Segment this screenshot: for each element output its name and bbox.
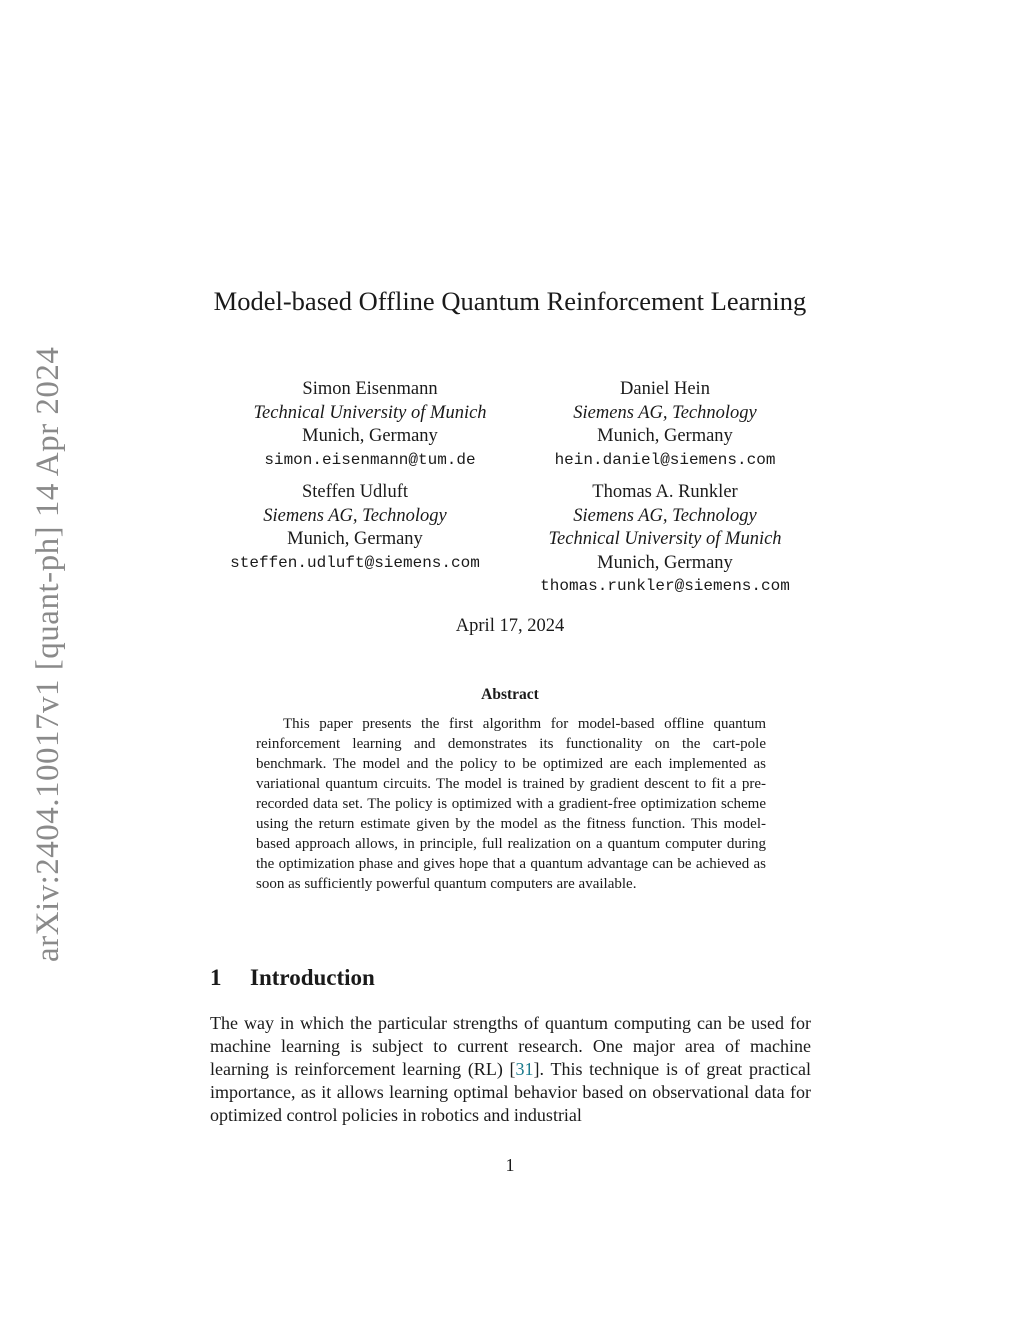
author-name: Daniel Hein xyxy=(620,379,710,399)
author-block xyxy=(510,378,820,472)
author-email[interactable]: steffen.udluft@siemens.com xyxy=(230,553,480,572)
section-title: Introduction xyxy=(250,965,375,990)
introduction-paragraph xyxy=(210,1012,811,1127)
publication-date: April 17, 2024 xyxy=(455,616,565,636)
author-affiliation: Technical University of Munich xyxy=(253,402,487,423)
arxiv-identifier: arXiv:2404.10017v1 [quant-ph] 14 Apr 2024 xyxy=(30,346,66,962)
author-location: Munich, Germany xyxy=(597,552,733,573)
author-email[interactable]: thomas.runkler@siemens.com xyxy=(540,577,790,595)
page-number: 1 xyxy=(505,1155,515,1175)
author-affiliation: Siemens AG, Technology xyxy=(573,505,757,526)
citation-link[interactable]: 31 xyxy=(515,1059,534,1079)
author-affiliation: Siemens AG, Technology xyxy=(573,402,757,423)
paper-title: Model-based Offline Quantum Reinforcement Learning xyxy=(213,286,807,316)
author-email[interactable]: simon.eisenmann@tum.de xyxy=(264,450,476,469)
section-number: 1 xyxy=(210,965,222,990)
author-email[interactable]: hein.daniel@siemens.com xyxy=(554,450,776,469)
abstract-text: This paper presents the first algorithm for model-based offline quantum reinforcement learning and demonstrates its functionality on the cart-pole benchmark. The model and the policy to be optimized are each implemented as variational quantum circuits. The model is trained by gradient descent to fit a pre-recorded data set. The policy is optimized with a gradient-free optimization scheme using the return estimate given by the model as the fitness function. This model-based approach allows, in principle, full realization on a quantum computer during the optimization phase and gives hope that a quantum advantage can be achieved as soon as sufficiently powerful quantum computers are available. xyxy=(256,716,766,892)
author-location: Munich, Germany xyxy=(597,426,733,446)
author-location: Munich, Germany xyxy=(302,426,438,446)
author-name: Thomas A. Runkler xyxy=(592,482,738,502)
author-block xyxy=(510,481,820,599)
author-block xyxy=(210,378,530,472)
author-name: Steffen Udluft xyxy=(301,482,408,502)
author-location: Munich, Germany xyxy=(287,529,423,549)
intro-text-after-citation: ]. This technique is of great practical importance, as it allows learning optimal behavior based on observational data for optimized control policies in robotics and industrial xyxy=(210,1059,811,1125)
section-heading xyxy=(210,965,375,991)
abstract-heading: Abstract xyxy=(481,686,539,703)
author-affiliation-secondary: Technical University of Munich xyxy=(548,529,782,549)
author-affiliation: Siemens AG, Technology xyxy=(263,505,447,526)
intro-text-before-citation: The way in which the particular strengths of quantum computing can be used for machine learning is subject to current research. One major area of machine learning is reinforcement learning (RL) [ xyxy=(210,1013,811,1079)
author-name: Simon Eisenmann xyxy=(302,379,438,399)
author-block xyxy=(210,481,500,575)
